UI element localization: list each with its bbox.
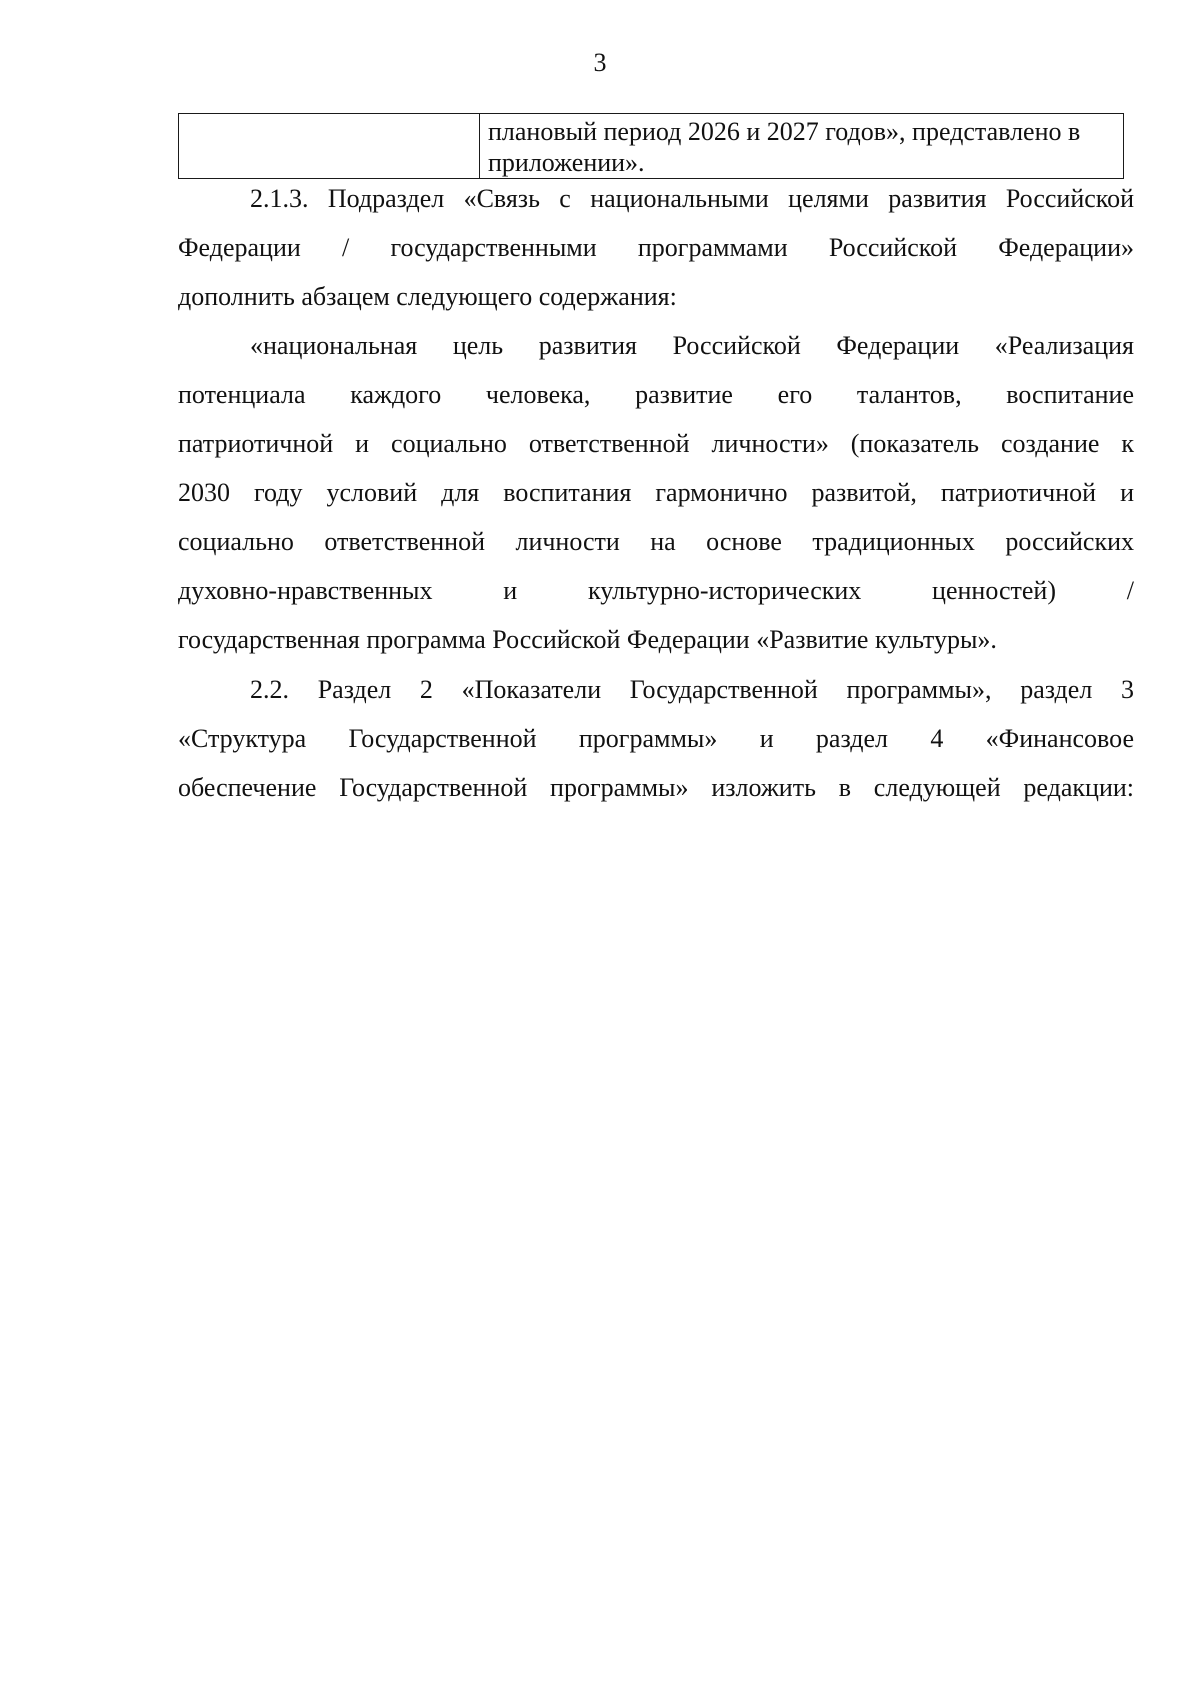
paragraph-national-goal-line: государственная программа Российской Федерации «Развитие культуры». — [178, 625, 997, 654]
paragraph-national-goal-line: духовно-нравственных и культурно-исторических ценностей) / — [178, 576, 1134, 605]
page-number: 3 — [593, 48, 607, 77]
paragraph-2-1-3-line: Федерации / государственными программами Российской Федерации» — [178, 233, 1134, 262]
table-cell-line: приложении». — [488, 148, 645, 177]
paragraph-2-2-line: «Структура Государственной программы» и раздел 4 «Финансовое — [178, 724, 1134, 753]
table-row — [179, 114, 1124, 179]
paragraph-national-goal-line: потенциала каждого человека, развитие его талантов, воспитание — [178, 380, 1134, 409]
paragraph-2-2-line: 2.2. Раздел 2 «Показатели Государственной программы», раздел 3 — [250, 675, 1134, 704]
paragraph-2-1-3-line: 2.1.3. Подраздел «Связь с национальными целями развития Российской — [250, 184, 1134, 213]
paragraph-national-goal-line: социально ответственной личности на основе традиционных российских — [178, 527, 1134, 556]
paragraph-national-goal-line: патриотичной и социально ответственной личности» (показатель создание к — [178, 429, 1134, 458]
paragraph-national-goal-line: «национальная цель развития Российской Федерации «Реализация — [250, 331, 1134, 360]
continuation-table — [178, 113, 1124, 179]
table-cell-line: плановый период 2026 и 2027 годов», представлено в — [488, 117, 1081, 146]
paragraph-national-goal-line: 2030 году условий для воспитания гармонично развитой, патриотичной и — [178, 478, 1134, 507]
table-cell-empty — [179, 114, 480, 179]
paragraph-2-2-line: обеспечение Государственной программы» изложить в следующей редакции: — [178, 773, 1134, 802]
paragraph-2-1-3-line: дополнить абзацем следующего содержания: — [178, 282, 677, 311]
table-cell-text — [480, 114, 1124, 179]
